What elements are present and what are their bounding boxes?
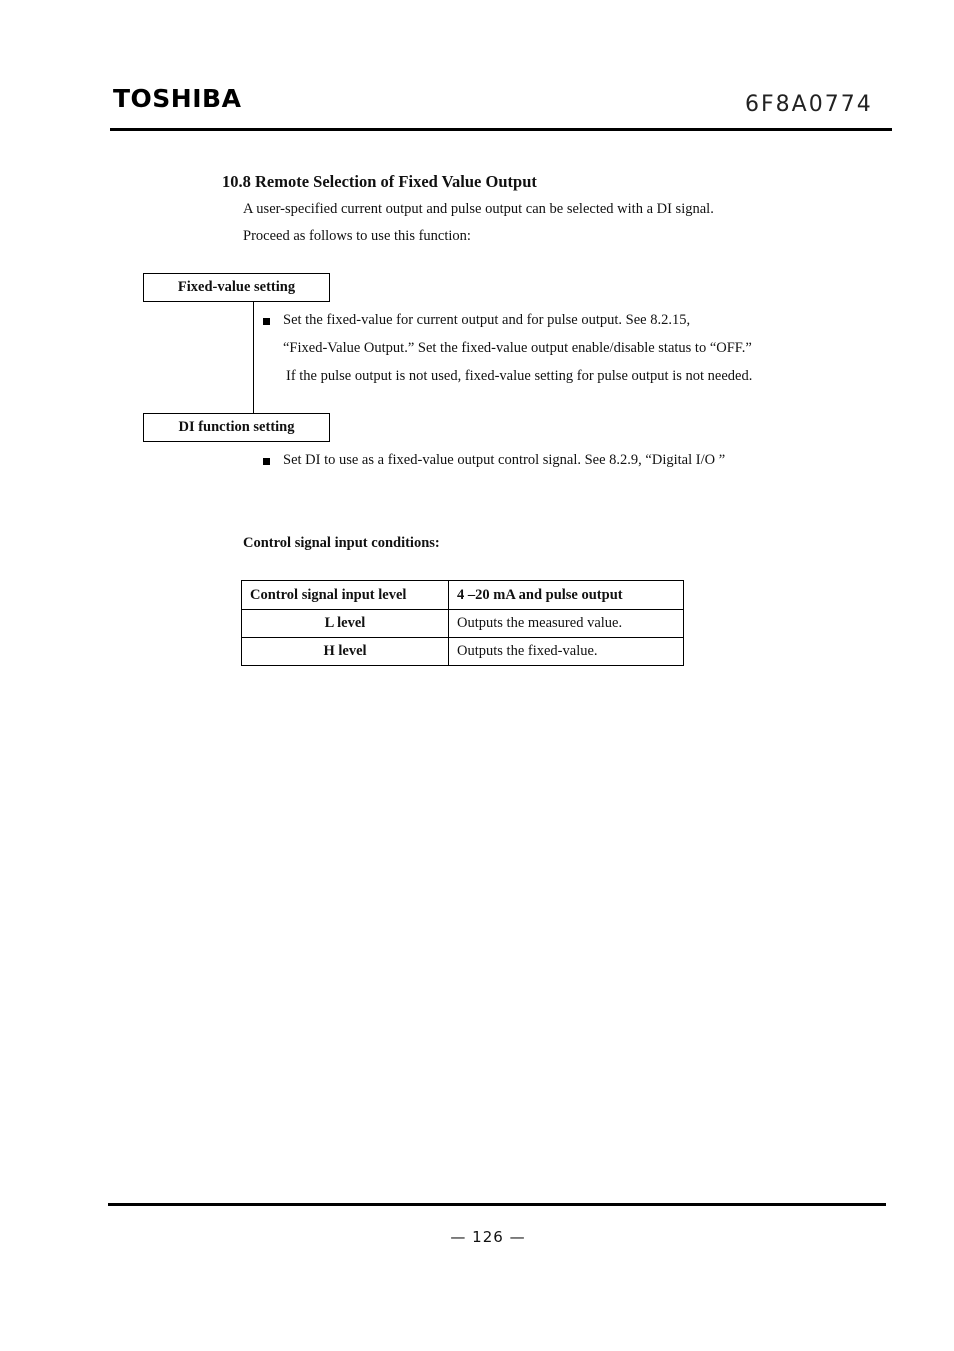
- step-box-fixed-value-setting: [143, 273, 330, 302]
- bullet-icon: [263, 458, 270, 465]
- step-description: “Fixed-Value Output.” Set the fixed-value output enable/disable status to “OFF.”: [283, 340, 752, 356]
- step-label: DI function setting: [178, 419, 295, 435]
- step-box-di-function-setting: [143, 413, 330, 442]
- document-number: 6F8A0774: [745, 92, 873, 117]
- brand-logo: TOSHIBA: [113, 84, 242, 113]
- table-header-cell: Control signal input level: [242, 581, 449, 610]
- conditions-title: Control signal input conditions:: [243, 535, 440, 551]
- table-row: [242, 610, 684, 638]
- step-description: If the pulse output is not used, fixed-value setting for pulse output is not needed.: [286, 368, 753, 384]
- table-cell-output: Outputs the measured value.: [449, 610, 684, 638]
- table-cell-level: L level: [242, 610, 449, 638]
- table-row: [242, 638, 684, 666]
- flow-connector-line: [253, 302, 254, 413]
- header-rule: [110, 128, 892, 131]
- section-title: 10.8 Remote Selection of Fixed Value Output: [222, 172, 537, 191]
- table-cell-output: Outputs the fixed-value.: [449, 638, 684, 666]
- table-header-cell: 4 –20 mA and pulse output: [449, 581, 684, 610]
- bullet-icon: [263, 318, 270, 325]
- table-cell-level: H level: [242, 638, 449, 666]
- page-number: — 126 —: [450, 1228, 526, 1246]
- control-signal-table: [241, 580, 684, 666]
- step-description: Set the fixed-value for current output and for pulse output. See 8.2.15,: [283, 312, 691, 328]
- intro-text: Proceed as follows to use this function:: [243, 228, 471, 244]
- step-description: Set DI to use as a fixed-value output control signal. See 8.2.9, “Digital I/O ”: [283, 452, 726, 468]
- footer-rule: [108, 1203, 886, 1206]
- intro-text: A user-specified current output and pulse output can be selected with a DI signal.: [243, 201, 714, 217]
- table-header-row: [242, 581, 684, 610]
- step-label: Fixed-value setting: [177, 279, 296, 295]
